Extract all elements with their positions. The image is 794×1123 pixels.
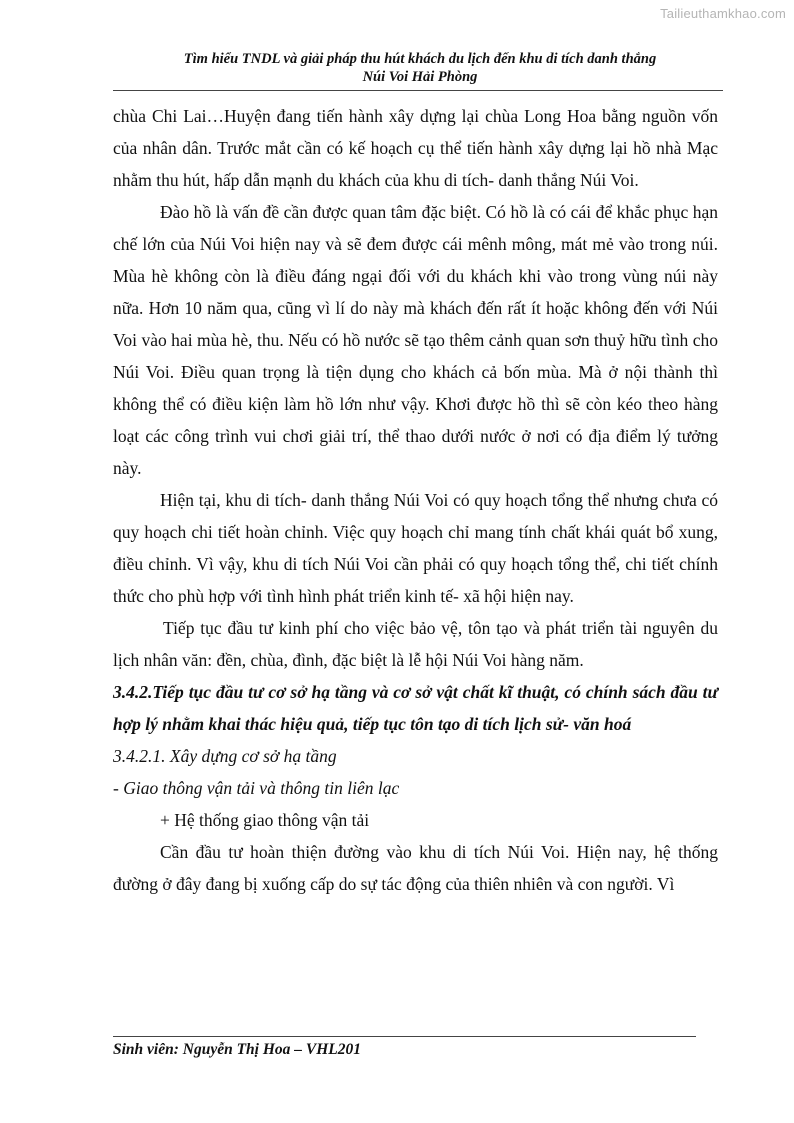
paragraph-2: Đào hồ là vấn đề cần được quan tâm đặc biệt. Có hồ là có cái để khắc phục hạn chế lớn của Núi Voi hiện nay và sẽ đem được cái mênh mông, mát mẻ vào trong núi. Mùa hè không còn là điều đáng ngại đối với du khách khi vào trong vùng núi này nữa. Hơn 10 năm qua, cũng vì lí do này mà khách đến rất ít hoặc không đến với Núi Voi vào hai mùa hè, thu. Nếu có hồ nước sẽ tạo thêm cảnh quan sơn thuỷ hữu tình cho Núi Voi. Điều quan trọng là tiện dụng cho khách cả bốn mùa. Mà ở nội thành thì không thể có điều kiện làm hồ lớn như vậy. Khơi được hồ thì sẽ còn kéo theo hàng loạt các công trình vui chơi giải trí, thể thao dưới nước ở nơi có địa điểm lý tưởng này. xyxy=(113,202,718,478)
page-header xyxy=(110,50,730,86)
page-footer: Sinh viên: Nguyễn Thị Hoa – VHL201 xyxy=(113,1041,362,1058)
paragraph-4: Tiếp tục đầu tư kinh phí cho việc bảo vệ, tôn tạo và phát triển tài nguyên du lịch nhân văn: đền, chùa, đình, đặc biệt là lễ hội Núi Voi hàng năm. xyxy=(113,618,718,670)
section-heading-3-4-2: 3.4.2.Tiếp tục đầu tư cơ sở hạ tầng và cơ sở vật chất kĩ thuật, có chính sách đầu tư hợp lý nhằm khai thác hiệu quả, tiếp tục tôn tạo di tích lịch sử- văn hoá xyxy=(113,682,718,734)
subsection-heading-3-4-2-1: 3.4.2.1. Xây dựng cơ sở hạ tầng xyxy=(113,746,337,766)
paragraph-3: Hiện tại, khu di tích- danh thắng Núi Voi có quy hoạch tổng thể nhưng chưa có quy hoạch chi tiết hoàn chỉnh. Việc quy hoạch chỉ mang tính chất khái quát bổ xung, điều chỉnh. Vì vậy, khu di tích Núi Voi cần phải có quy hoạch tổng thể, chi tiết chính thức cho phù hợp với tình hình phát triển kinh tế- xã hội hiện nay. xyxy=(113,490,718,606)
footer-divider xyxy=(113,1036,696,1037)
document-body xyxy=(113,100,718,900)
header-title-line-1: Tìm hiểu TNDL và giải pháp thu hút khách du lịch đến khu di tích danh thắng xyxy=(183,51,657,67)
watermark-text: Tailieuthamkhao.com xyxy=(660,6,786,21)
paragraph-5: Cần đầu tư hoàn thiện đường vào khu di tích Núi Voi. Hiện nay, hệ thống đường ở đây đang bị xuống cấp do sự tác động của thiên nhiên và con người. Vì xyxy=(113,842,718,894)
sub-list-item-transport-system: + Hệ thống giao thông vận tải xyxy=(160,810,370,830)
header-title-line-2: Núi Voi Hải Phòng xyxy=(362,69,478,85)
header-divider xyxy=(113,90,723,91)
list-item-transport: - Giao thông vận tải và thông tin liên lạc xyxy=(113,778,400,798)
paragraph-1: chùa Chi Lai…Huyện đang tiến hành xây dựng lại chùa Long Hoa bằng nguồn vốn của nhân dân. Trước mắt cần có kế hoạch cụ thể tiến hành xây dựng lại hồ nhà Mạc nhằm thu hút, hấp dẫn mạnh du khách của khu di tích- danh thắng Núi Voi. xyxy=(113,106,718,190)
